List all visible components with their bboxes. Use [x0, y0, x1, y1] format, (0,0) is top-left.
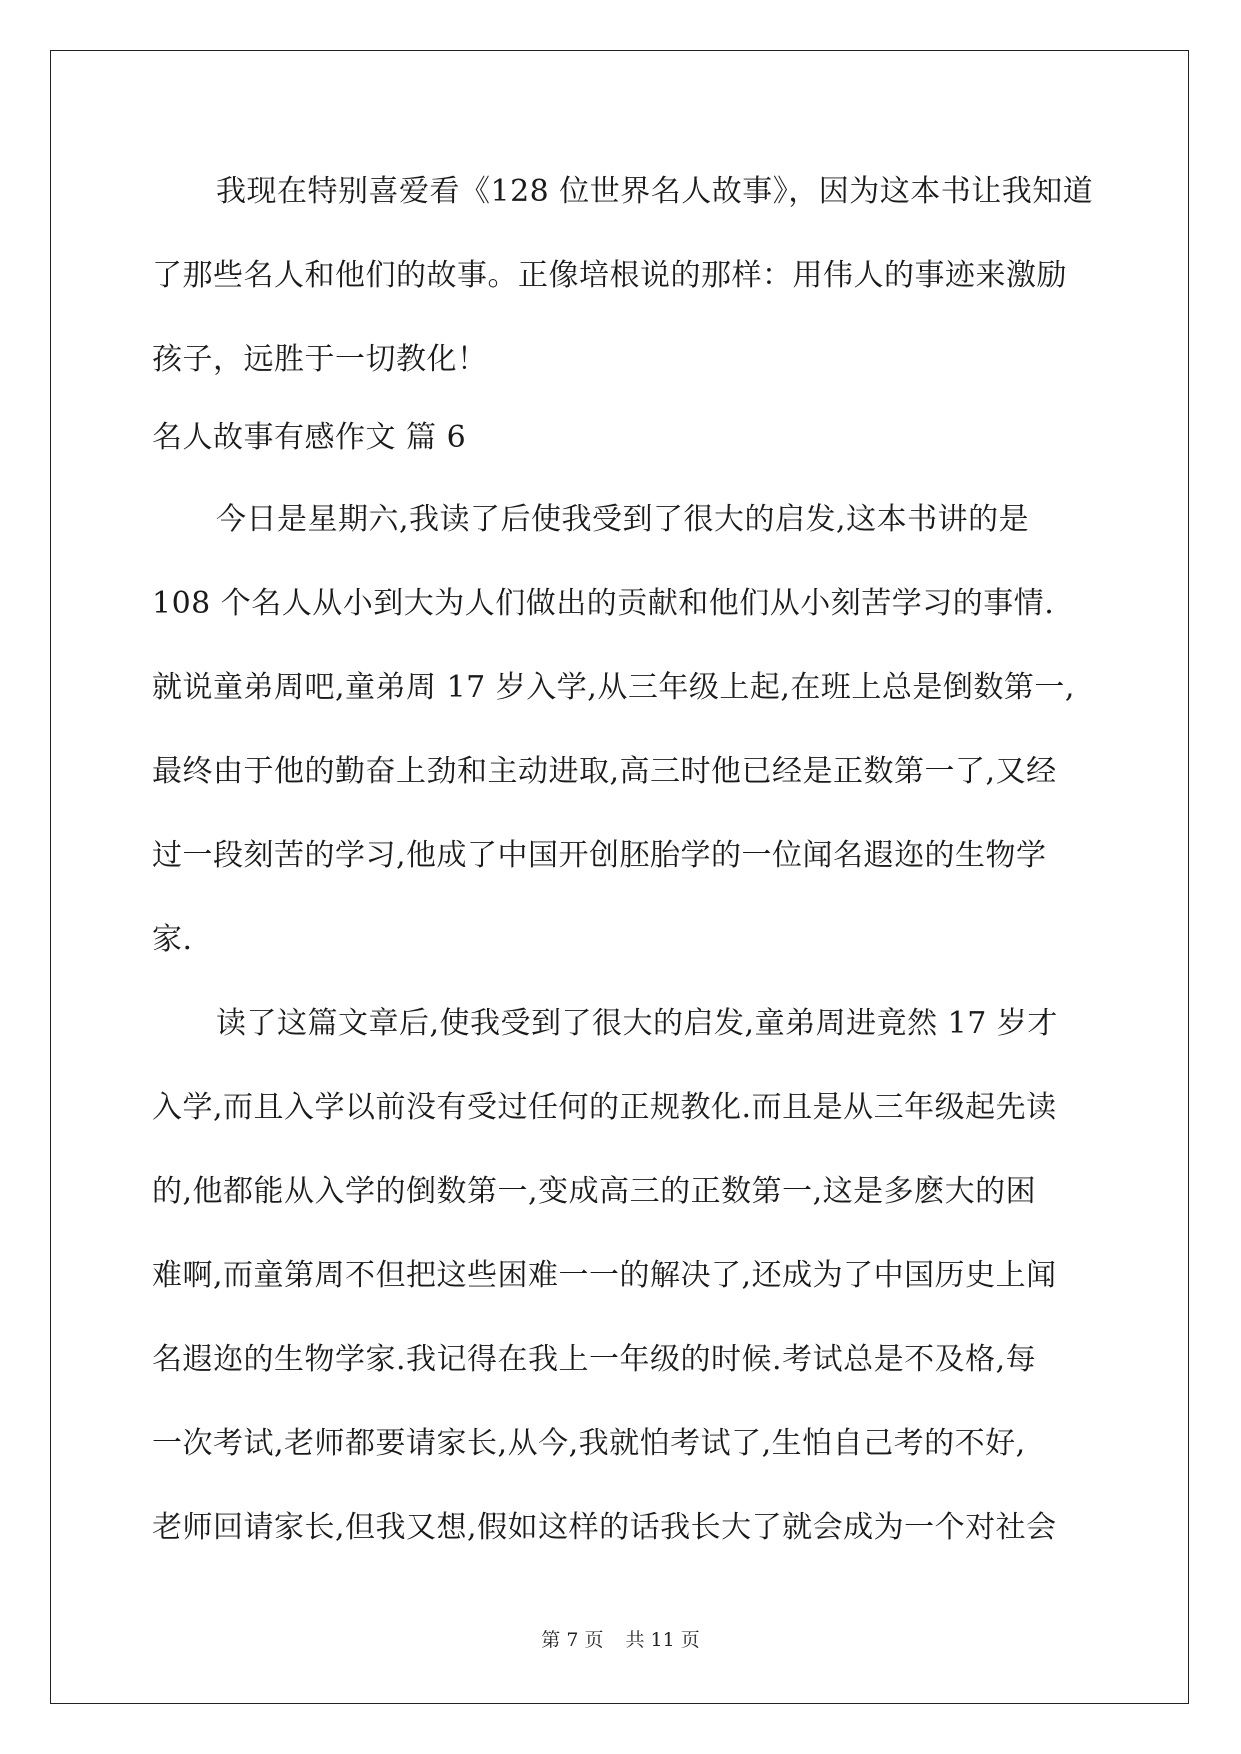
page-number: 第 7 页: [541, 1629, 604, 1651]
text-line: 读了这篇文章后,使我受到了很大的启发,童弟周进竟然 17 岁才: [216, 1006, 1058, 1041]
text-line: 108 个名人从小到大为人们做出的贡献和他们从小刻苦学习的事情.: [152, 586, 1055, 621]
text-line: 一次考试,老师都要请家长,从今,我就怕考试了,生怕自己考的不好,: [152, 1426, 1026, 1461]
text-line: 入学,而且入学以前没有受过任何的正规教化.而且是从三年级起先读: [152, 1090, 1057, 1125]
page-footer: [0, 1628, 1241, 1652]
text-line: 的,他都能从入学的倒数第一,变成高三的正数第一,这是多麽大的困: [152, 1174, 1037, 1209]
text-line: 家.: [152, 922, 193, 957]
text-line: 老师回请家长,但我又想,假如这样的话我长大了就会成为一个对社会: [152, 1510, 1057, 1545]
text-line: 难啊,而童第周不但把这些困难一一的解决了,还成为了中国历史上闻: [152, 1258, 1057, 1293]
text-line: 名遐迩的生物学家.我记得在我上一年级的时候.考试总是不及格,每: [152, 1342, 1037, 1377]
section-heading: 名人故事有感作文 篇 6: [152, 420, 467, 455]
text-line: 最终由于他的勤奋上劲和主动进取,高三时他已经是正数第一了,又经: [152, 754, 1057, 789]
text-line: 孩子，远胜于一切教化！: [152, 342, 488, 377]
text-line: 过一段刻苦的学习,他成了中国开创胚胎学的一位闻名遐迩的生物学: [152, 838, 1047, 873]
text-line: 就说童弟周吧,童弟周 17 岁入学,从三年级上起,在班上总是倒数第一,: [152, 670, 1075, 705]
text-line: 我现在特别喜爱看《128 位世界名人故事》，因为这本书让我知道: [216, 174, 1094, 209]
text-line: 今日是星期六,我读了后使我受到了很大的启发,这本书讲的是: [216, 502, 1030, 537]
page-total: 共 11 页: [625, 1629, 700, 1651]
text-line: 了那些名人和他们的故事。正像培根说的那样：用伟人的事迹来激励: [152, 258, 1067, 293]
